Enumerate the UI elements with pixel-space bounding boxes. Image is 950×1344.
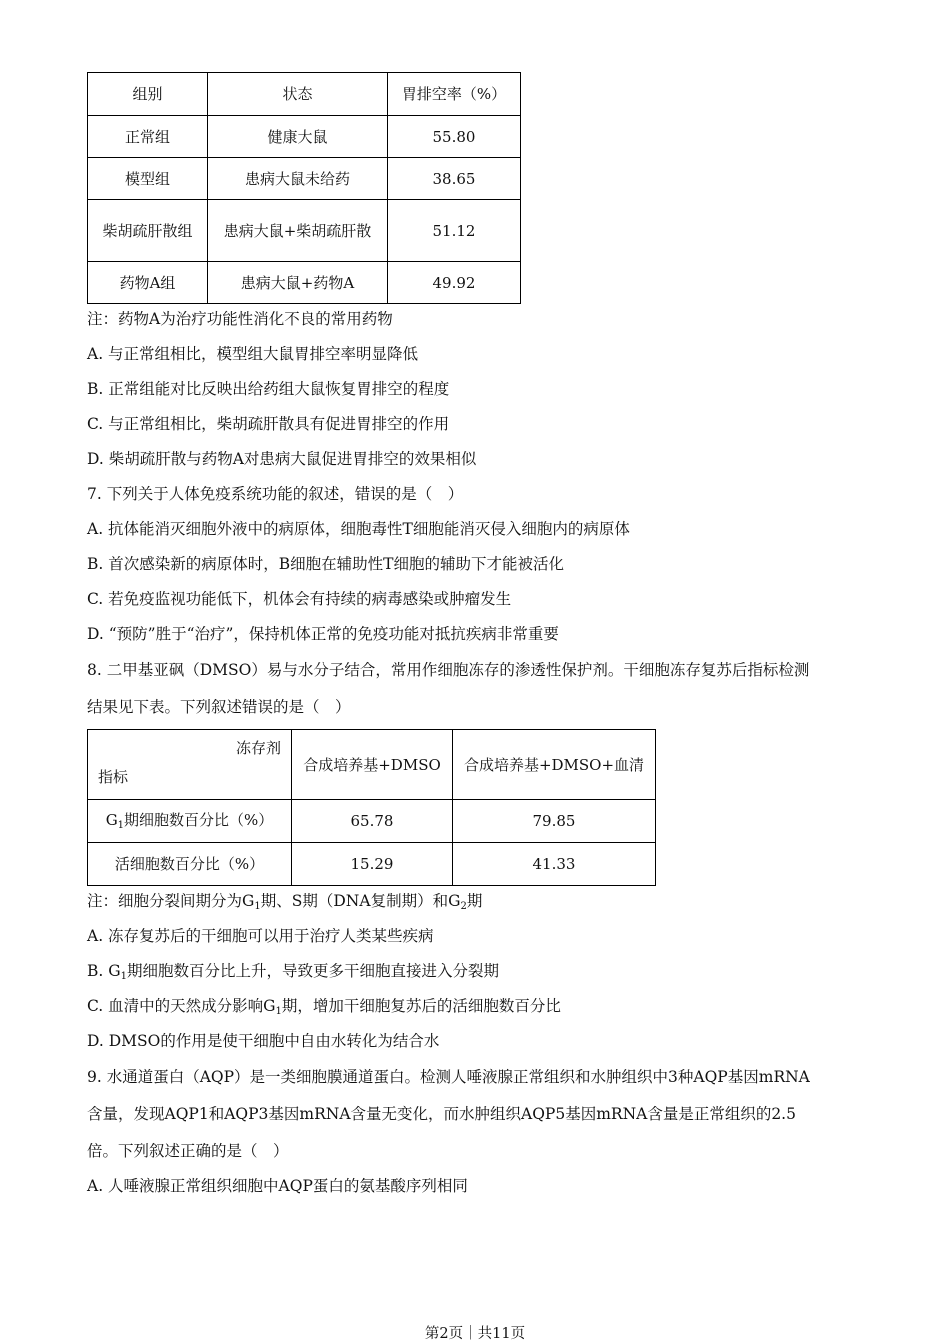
table-row <box>88 200 521 262</box>
table-header-cell: 胃排空率（%） <box>388 73 521 116</box>
table-cell: 49.92 <box>388 262 521 304</box>
table-cell: 65.78 <box>292 800 453 843</box>
table-row <box>88 116 521 158</box>
table-header-cell: 状态 <box>208 73 388 116</box>
q6-option-d: D. 柴胡疏肝散与药物A对患病大鼠促进胃排空的效果相似 <box>87 450 477 468</box>
q6-option-a: A. 与正常组相比，模型组大鼠胃排空率明显降低 <box>87 345 419 363</box>
table-row <box>88 843 656 886</box>
table-cell: 55.80 <box>388 116 521 158</box>
corner-top-label: 冻存剂 <box>235 739 281 757</box>
q6-option-c: C. 与正常组相比，柴胡疏肝散具有促进胃排空的作用 <box>87 415 450 433</box>
q8-stem-line2: 结果见下表。下列叙述错误的是（ ） <box>87 698 351 716</box>
table-cell: 38.65 <box>388 158 521 200</box>
q9-option-a: A. 人唾液腺正常组织细胞中AQP蛋白的氨基酸序列相同 <box>87 1177 468 1195</box>
page-footer: 第2页｜共11页 <box>424 1326 526 1342</box>
q8-stem-line1: 8. 二甲基亚砜（DMSO）易与水分子结合，常用作细胞冻存的渗透性保护剂。干细胞冻存复苏后指标检测 <box>87 661 810 679</box>
table-row-label: $G_1$期细胞数百分比（%） <box>88 800 292 843</box>
q8-option-a: A. 冻存复苏后的干细胞可以用于治疗人类某些疾病 <box>87 927 434 945</box>
q7-option-d: D. “预防”胜于“治疗”，保持机体正常的免疫功能对抵抗疾病非常重要 <box>87 625 559 643</box>
table-header-cell: 合成培养基+DMSO <box>292 730 453 800</box>
table-row-label: 活细胞数百分比（%） <box>88 843 292 886</box>
q7-option-a: A. 抗体能消灭细胞外液中的病原体，细胞毒性T细胞能消灭侵入细胞内的病原体 <box>87 520 630 538</box>
cryopreservation-table <box>87 729 656 886</box>
q8-option-b: B. $G_1$期细胞数百分比上升，导致更多干细胞直接进入分裂期 <box>87 962 500 982</box>
table-row <box>88 158 521 200</box>
q7-stem: 7. 下列关于人体免疫系统功能的叙述，错误的是（ ） <box>87 485 464 503</box>
q9-stem-line1: 9. 水通道蛋白（AQP）是一类细胞膜通道蛋白。检测人唾液腺正常组织和水肿组织中3种AQP基因mRNA <box>87 1068 810 1086</box>
q7-option-c: C. 若免疫监视功能低下，机体会有持续的病毒感染或肿瘤发生 <box>87 590 512 608</box>
table-cell: 正常组 <box>88 116 208 158</box>
gastric-emptying-table <box>87 72 521 304</box>
table-header-row <box>88 730 656 800</box>
q8-note: 注：细胞分裂间期分为$G_1$期、S期（DNA复制期）和$G_2$期 <box>87 892 483 912</box>
q9-stem-line3: 倍。下列叙述正确的是（ ） <box>87 1142 289 1160</box>
q7-option-b: B. 首次感染新的病原体时，B细胞在辅助性T细胞的辅助下才能被活化 <box>87 555 564 573</box>
table-cell: 模型组 <box>88 158 208 200</box>
table-cell: 柴胡疏肝散组 <box>88 200 208 262</box>
table-row <box>88 800 656 843</box>
q8-option-c: C. 血清中的天然成分影响$G_1$期，增加干细胞复苏后的活细胞数百分比 <box>87 997 561 1017</box>
table-cell: 41.33 <box>453 843 656 886</box>
table-corner-cell <box>88 730 292 800</box>
table-cell: 51.12 <box>388 200 521 262</box>
table-header-cell: 组别 <box>88 73 208 116</box>
table-header-cell: 合成培养基+DMSO+血清 <box>453 730 656 800</box>
table-cell: 患病大鼠+药物A <box>208 262 388 304</box>
q9-stem-line2: 含量，发现AQP1和AQP3基因mRNA含量无变化，而水肿组织AQP5基因mRNA含量是正常组织的2.5 <box>87 1105 796 1123</box>
corner-bottom-label: 指标 <box>98 768 129 786</box>
table-cell: 79.85 <box>453 800 656 843</box>
q8-option-d: D. DMSO的作用是使干细胞中自由水转化为结合水 <box>87 1032 440 1050</box>
table-cell: 15.29 <box>292 843 453 886</box>
table-cell: 药物A组 <box>88 262 208 304</box>
table-cell: 患病大鼠未给药 <box>208 158 388 200</box>
table-header-row <box>88 73 521 116</box>
table-cell: 患病大鼠+柴胡疏肝散 <box>208 200 388 262</box>
table-row <box>88 262 521 304</box>
q6-option-b: B. 正常组能对比反映出给药组大鼠恢复胃排空的程度 <box>87 380 450 398</box>
table-cell: 健康大鼠 <box>208 116 388 158</box>
table-note: 注：药物A为治疗功能性消化不良的常用药物 <box>87 310 393 328</box>
